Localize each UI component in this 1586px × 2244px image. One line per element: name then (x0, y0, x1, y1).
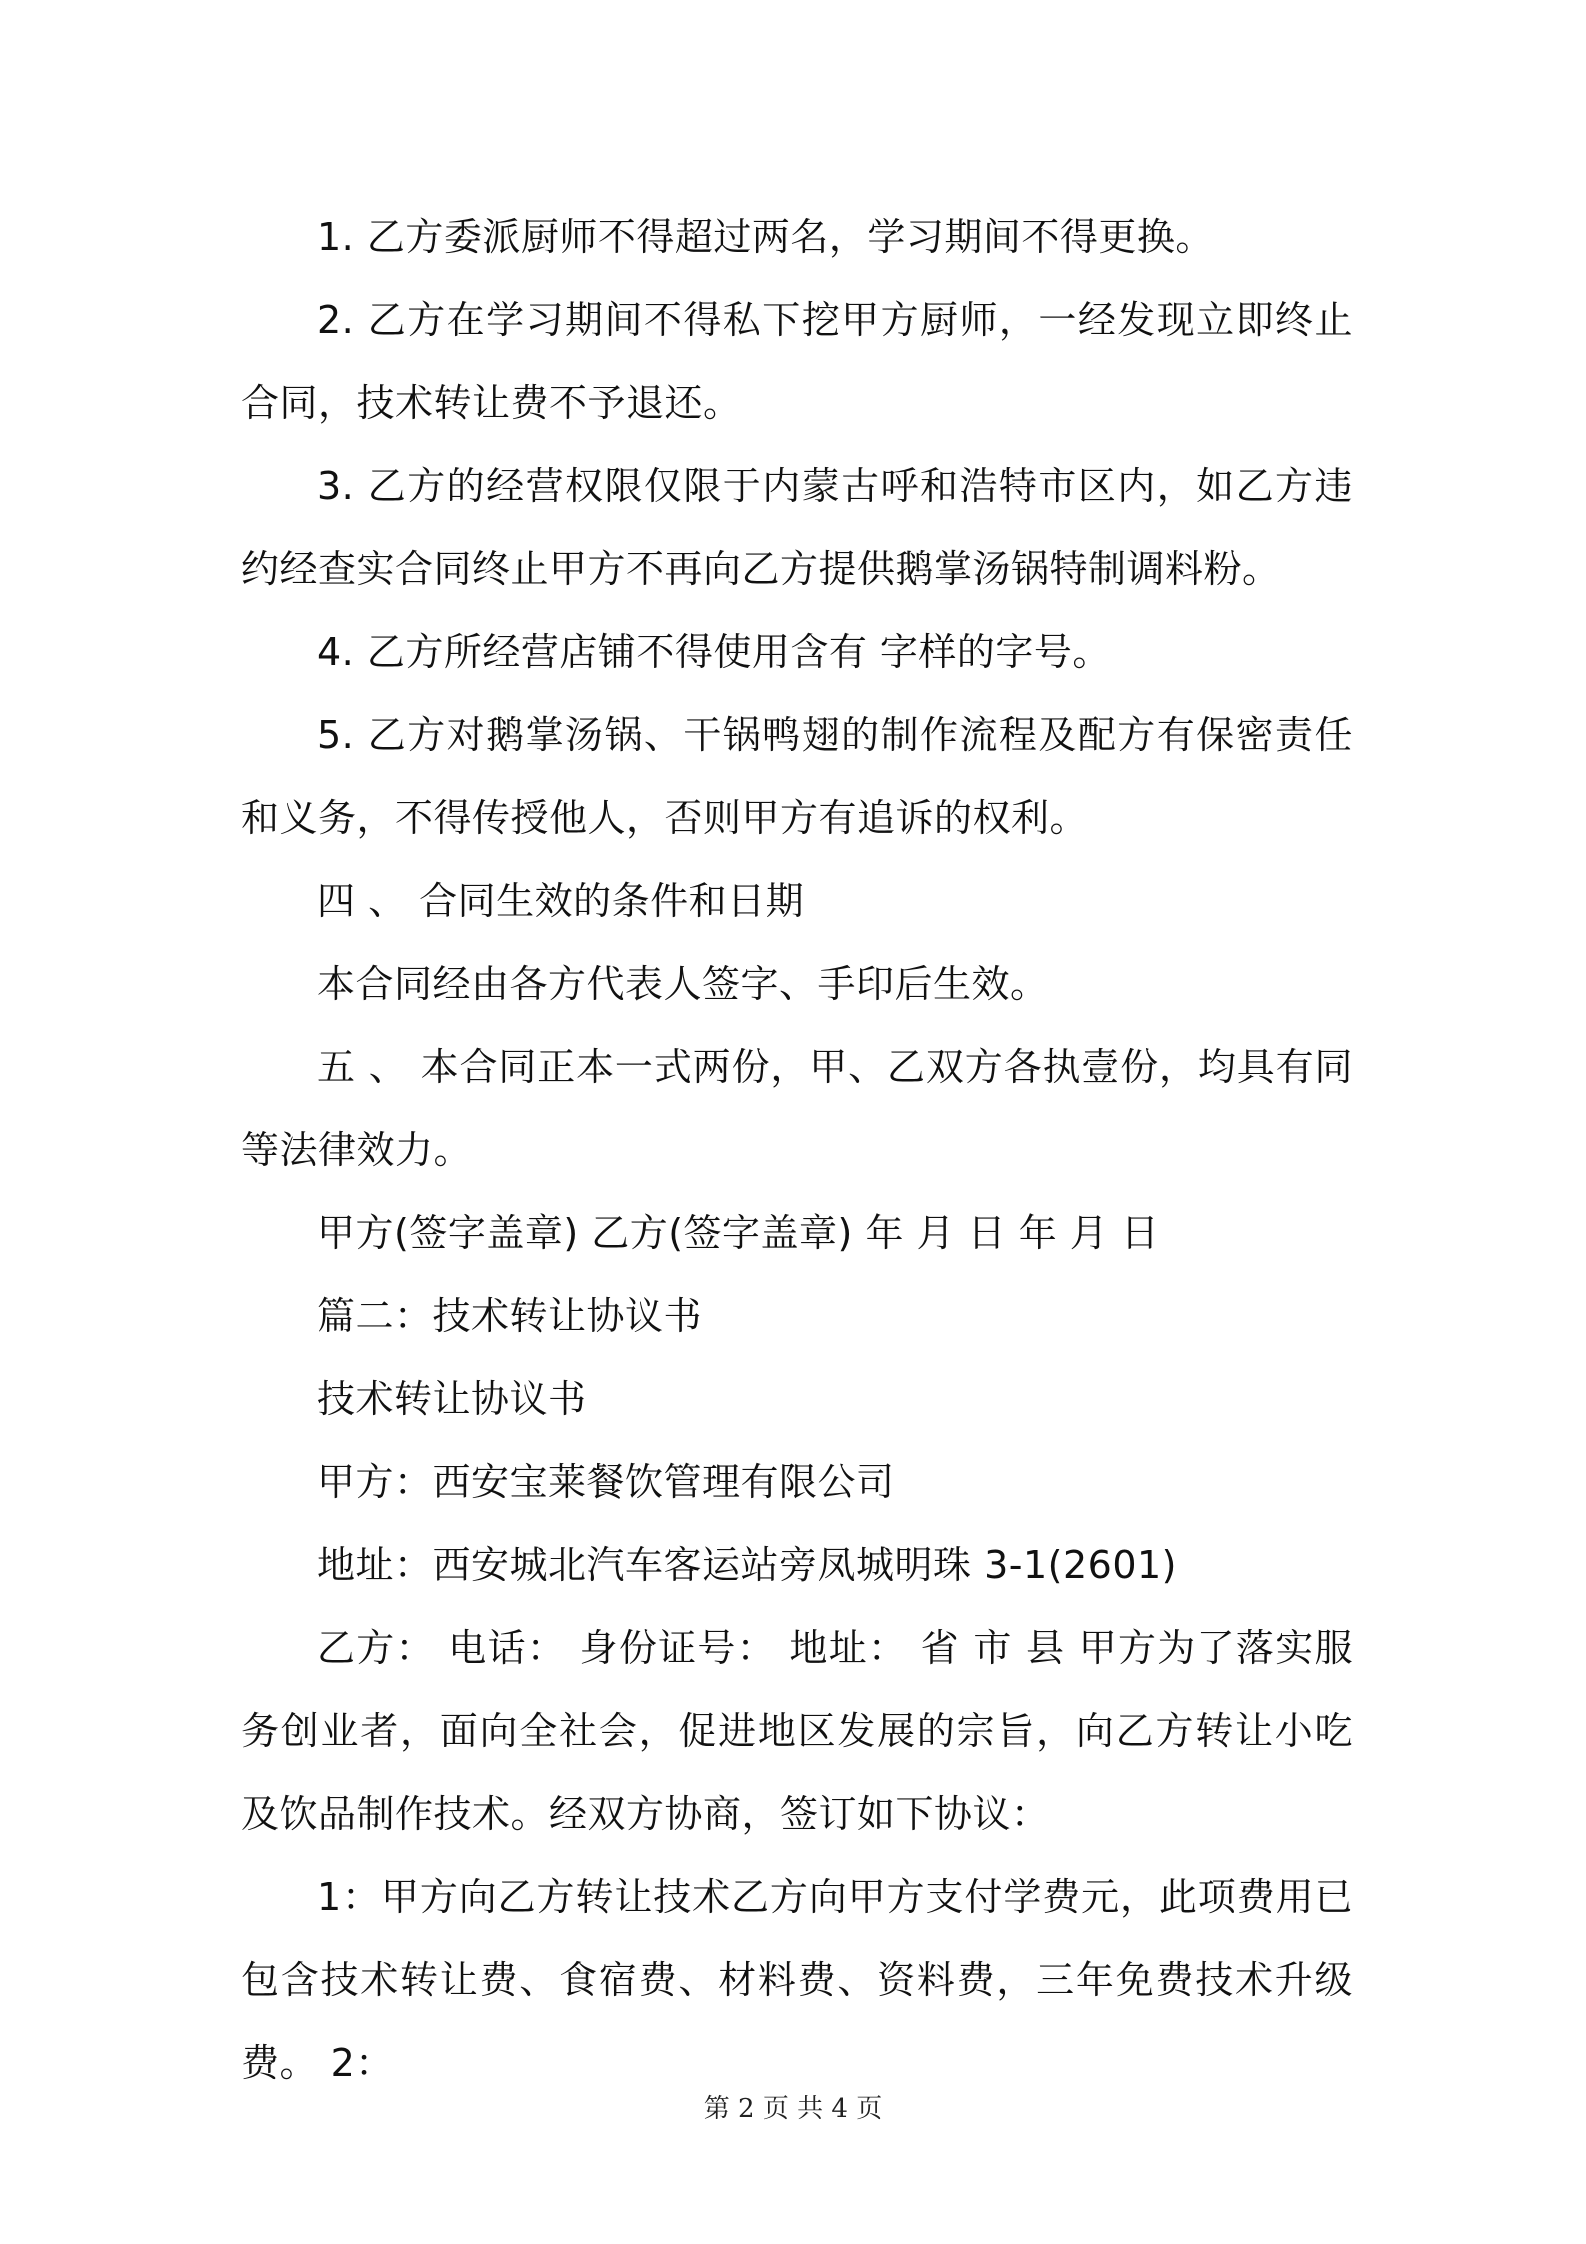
address-a: 地址：西安城北汽车客运站旁凤城明珠 3-1(2601) (317, 1543, 1178, 1587)
clause-3: 3. 乙方的经营权限仅限于内蒙古呼和浩特市区内，如乙方违约经查实合同终止甲方不再向乙方提供鹅掌汤锅特制调料粉。 (241, 464, 1353, 591)
part-two-heading: 篇二：技术转让协议书 (317, 1294, 703, 1338)
agreement-clause-1: 1：甲方向乙方转让技术乙方向甲方支付学费元，此项费用已包含技术转让费、食宿费、材料费、资料费，三年免费技术升级费。 2： (241, 1875, 1353, 2085)
party-a: 甲方：西安宝莱餐饮管理有限公司 (317, 1460, 895, 1504)
clause-2: 2. 乙方在学习期间不得私下挖甲方厨师，一经发现立即终止合同，技术转让费不予退还。 (241, 298, 1353, 425)
document-body (241, 196, 1353, 2105)
signature-line: 甲方(签字盖章) 乙方(签字盖章) 年 月 日 年 月 日 (317, 1211, 1160, 1255)
page-number-footer: 第 2 页 共 4 页 (703, 2094, 883, 2124)
clause-4: 4. 乙方所经营店铺不得使用含有 字样的字号。 (317, 630, 1111, 674)
party-b-intro: 乙方： 电话： 身份证号： 地址： 省 市 县 甲方为了落实服务创业者，面向全社会，促进地区发展的宗旨，向乙方转让小吃及饮品制作技术。经双方协商，签订如下协议： (241, 1626, 1353, 1836)
section-heading-4: 四 、 合同生效的条件和日期 (317, 879, 805, 923)
clause-5: 5. 乙方对鹅掌汤锅、干锅鸭翅的制作流程及配方有保密责任和义务，不得传授他人，否则甲方有追诉的权利。 (241, 713, 1353, 840)
section-5: 五 、 本合同正本一式两份，甲、乙双方各执壹份，均具有同等法律效力。 (241, 1045, 1353, 1172)
agreement-title: 技术转让协议书 (317, 1377, 587, 1421)
effective-condition: 本合同经由各方代表人签字、手印后生效。 (317, 962, 1049, 1006)
clause-1: 1. 乙方委派厨师不得超过两名，学习期间不得更换。 (317, 215, 1214, 259)
